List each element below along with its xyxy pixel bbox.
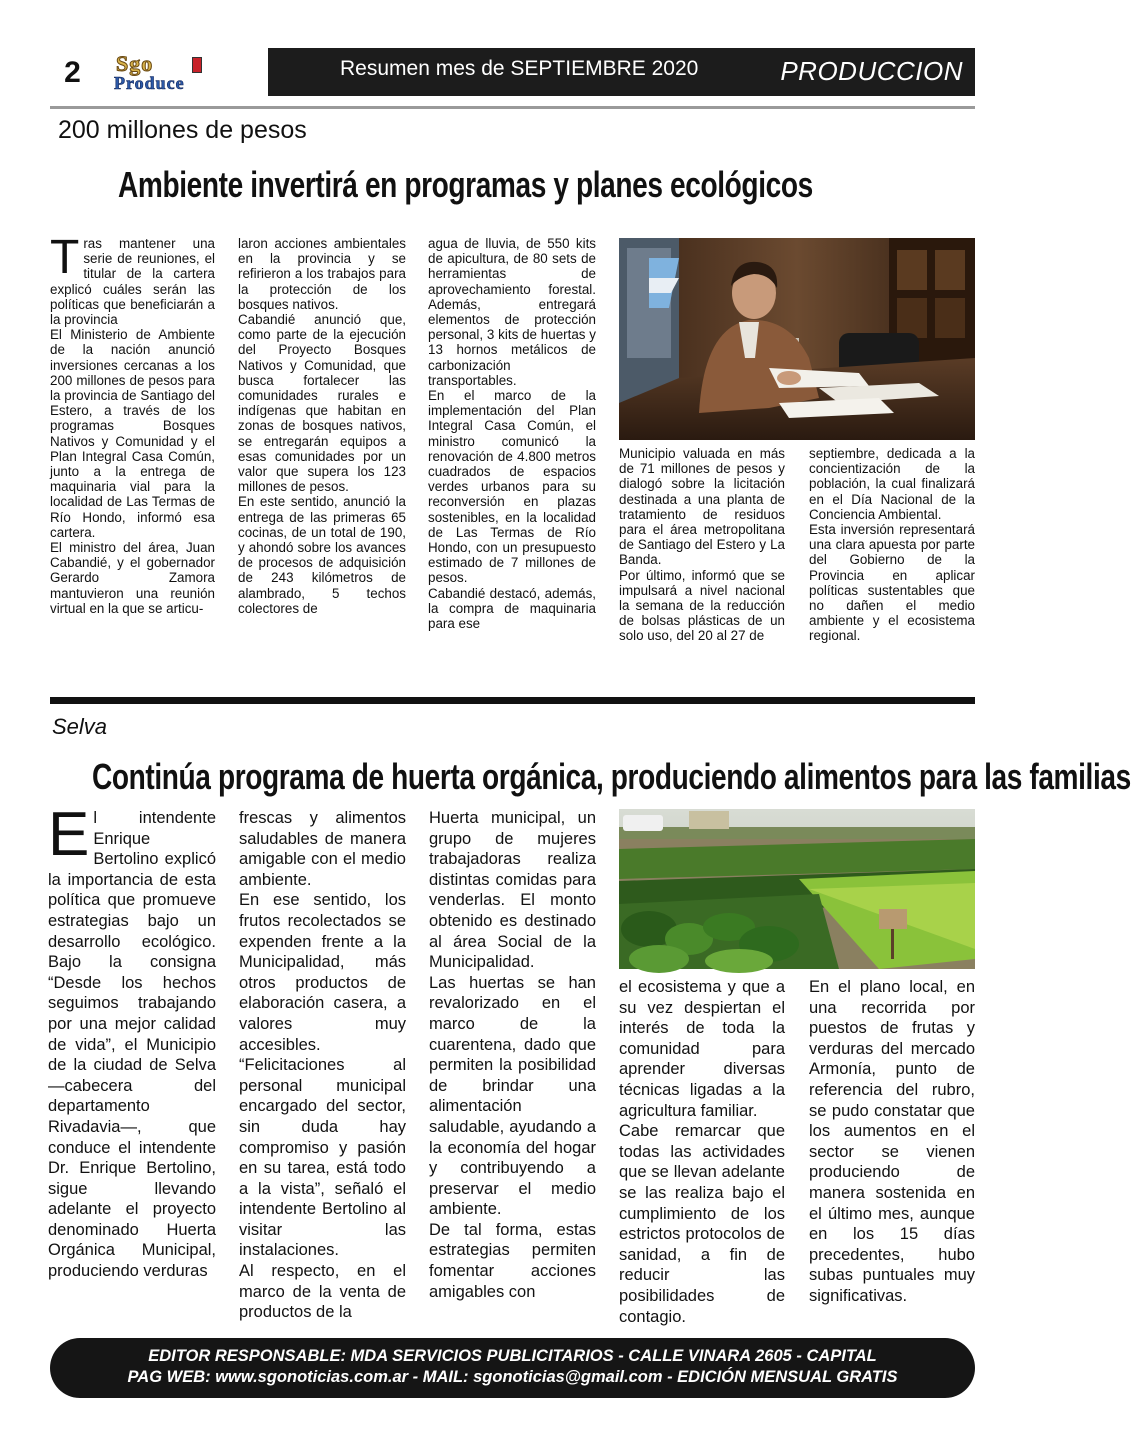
footer-contact-line: PAG WEB: www.sgonoticias.com.ar - MAIL: sgonoticias@gmail.com - EDICIÓN MENSUAL GRATIS xyxy=(127,1368,898,1386)
page-footer xyxy=(50,1338,975,1398)
article1-col3-p2: En el marco de la implementación del Plan Integral Casa Común, el ministro comunicó la renovación de 4.800 metros cuadrados de espacios verdes urbanos para su reconversión en plazas sostenibles, en la localidad de Las Termas de Río Hondo, con un presupuesto estimado de 7 millones de pesos. xyxy=(428,388,596,586)
article2-dropcap: E xyxy=(48,800,90,869)
organic-garden-photo xyxy=(619,809,975,969)
article1-headline: Ambiente invertirá en programas y planes ecológicos xyxy=(118,164,813,205)
article1-column-4 xyxy=(619,446,785,686)
article2-column-1 xyxy=(48,800,216,1328)
article1-kicker: 200 millones de pesos xyxy=(58,116,307,144)
page-number: 2 xyxy=(64,56,81,89)
sgo-produce-logo xyxy=(110,51,255,95)
footer-editor-line: EDITOR RESPONSABLE: MDA SERVICIOS PUBLICITARIOS - CALLE VINARA 2605 - CAPITAL xyxy=(148,1347,877,1365)
article-divider xyxy=(50,697,975,704)
article1-column-2 xyxy=(238,236,406,686)
article1-dropcap: T xyxy=(50,231,80,284)
article2-kicker: Selva xyxy=(52,714,108,739)
article1-col1-p1: ras mantener una serie de reuniones, el titular de la cartera explicó cuáles serán las políticas que beneficiarán a la provincia xyxy=(50,236,215,328)
header-rule xyxy=(50,106,975,109)
article1-column-5 xyxy=(809,446,975,686)
article2-col2-p3: “Felicitaciones al personal municipal encargado del sector, sin duda hay compromiso y pasión en su tarea, está todo a la vista”, señaló el intendente Bertolino al visitar las instalaciones. xyxy=(239,1056,406,1260)
article2-column-4 xyxy=(619,977,785,1329)
article2-col3-p3: De tal forma, estas estrategias permiten fomentar acciones amigables con xyxy=(429,1220,596,1301)
page-header xyxy=(50,48,975,98)
article2-headline: Continúa programa de huerta orgánica, produciendo alimentos para las familias xyxy=(92,756,1131,797)
logo-flag-icon xyxy=(192,57,202,73)
article2-col5-p1: En el plano local, en una recorrida por puestos de frutas y verduras del mercado Armonía, punto de referencia del rubro, se pudo constatar que los aumentos en el sector se vienen produciendo de manera sostenida en el último mes, aunque en los 15 días precedentes, hubo subas puntuales muy significativas. xyxy=(809,978,975,1305)
article1-col5-p2: Esta inversión representará una clara apuesta por parte del Gobierno de la Provincia en aplicar políticas sustentables que no dañen el medio ambiente y el ecosistema regional. xyxy=(809,522,975,644)
article2-column-3 xyxy=(429,808,596,1328)
article2-col4-p1: el ecosistema y que a su vez despiertan el interés de toda la comunidad para aprender diversas técnicas ligadas a la agricultura familiar. xyxy=(619,978,785,1120)
article2-col2-p4: Al respecto, en el marco de la venta de productos de la xyxy=(239,1262,406,1322)
article1-col1-p3: El ministro del área, Juan Cabandié, y el gobernador Gerardo Zamora mantuvieron una reunión virtual en la que se articu- xyxy=(50,540,215,616)
article2-col4-p2: Cabe remarcar que todas las actividades que se llevan adelante se las realiza bajo el cumplimiento de los estrictos protocolos de sanidad, a fin de reducir las posibilidades de contagio. xyxy=(619,1122,785,1326)
header-bar xyxy=(268,48,975,96)
section-title: PRODUCCION xyxy=(780,56,963,86)
article2-column-2 xyxy=(239,808,406,1328)
article1-col2-p2: Cabandié anunció que, como parte de la ejecución del Proyecto Bosques Nativos y Comunidad, que busca fortalecer las comunidades rurales e indígenas que habitan en zonas de bosques nativos, se entregarán equipos a esas comunidades por un valor que supera los 123 millones de pesos. xyxy=(238,312,406,495)
article1-col2-p1: laron acciones ambientales en la provincia y se refirieron a los trabajos para la protección de los bosques nativos. xyxy=(238,236,406,312)
article2-col2-p2: En ese sentido, los frutos recolectados se expenden frente a la Municipalidad, más otros productos de elaboración casera, a valores muy accesibles. xyxy=(239,891,406,1054)
article2-col3-p2: Las huertas se han revalorizado en el marco de la cuarentena, dado que permiten la posibilidad de brindar una alimentación saludable, ayudando a la economía del hogar y contribuyendo a preservar el medio ambiente. xyxy=(429,973,596,1219)
article2-col1-p1: l intendente Enrique Bertolino explicó la importancia de esta política que promueve estrategias bajo un desarrollo ecológico. Bajo la consigna “Desde los hechos seguimos trabajando por una mejor calidad de vida”, el Municipio de la ciudad de Selva —cabecera del departamento Rivadavia—, que conduce el intendente Dr. Enrique Bertolino, sigue llevando adelante el proyecto denominado Huerta Orgánica Municipal, produciendo verduras xyxy=(48,809,216,1281)
article1-col4-p1: Municipio valuada en más de 71 millones de pesos y dialogó sobre la licitación destinada a una planta de tratamiento de residuos para el área metropolitana de Santiago del Estero y La Banda. xyxy=(619,446,785,568)
minister-signing-photo xyxy=(619,238,975,440)
article1-column-3 xyxy=(428,236,596,686)
article2-col2-p1: frescas y alimentos saludables de manera amigable con el medio ambiente. xyxy=(239,809,406,889)
article1-col3-p1: agua de lluvia, de 550 kits de apicultura, de 80 sets de herramientas de aprovechamiento forestal. Además, entregará elementos de protección personal, 3 kits de huertas y 13 hornos metálicos de carbonización transportables. xyxy=(428,236,596,388)
article1-col2-p3: En este sentido, anunció la entrega de las primeras 65 cocinas, de un total de 190, y ahondó sobre los avances de procesos de adquisición de 243 kilómetros de alambrado, 5 techos colectores de xyxy=(238,494,406,616)
logo-top-text: Sgo xyxy=(116,51,154,76)
article1-col1-p2: El Ministerio de Ambiente de la nación anunció inversiones cercanas a los 200 millones de pesos para la provincia de Santiago del Estero, a través de los programas Bosques Nativos y Comunidad y el Plan Integral Casa Común, junto a la entrega de maquinaria vial para la localidad de Las Termas de Río Hondo, informó esa cartera. xyxy=(50,327,215,540)
article1-col5-p1: septiembre, dedicada a la concientización de la población, la cual finalizará en el Día Nacional de la Conciencia Ambiental. xyxy=(809,446,975,522)
article1-column-1 xyxy=(50,231,215,686)
article2-column-5 xyxy=(809,977,975,1329)
article1-col4-p2: Por último, informó que se impulsará a nivel nacional la semana de la reducción de bolsas plásticas de un solo uso, del 20 al 27 de xyxy=(619,567,785,644)
logo-bottom-text: Produce xyxy=(114,73,185,93)
article1-col3-p3: Cabandié destacó, además, la compra de maquinaria para ese xyxy=(428,585,596,632)
issue-month: Resumen mes de SEPTIEMBRE 2020 xyxy=(340,57,699,80)
article2-col3-p1: Huerta municipal, un grupo de mujeres trabajadoras realiza distintas comidas para venderlas. El monto obtenido es destinado al área Social de la Municipalidad. xyxy=(429,809,596,972)
